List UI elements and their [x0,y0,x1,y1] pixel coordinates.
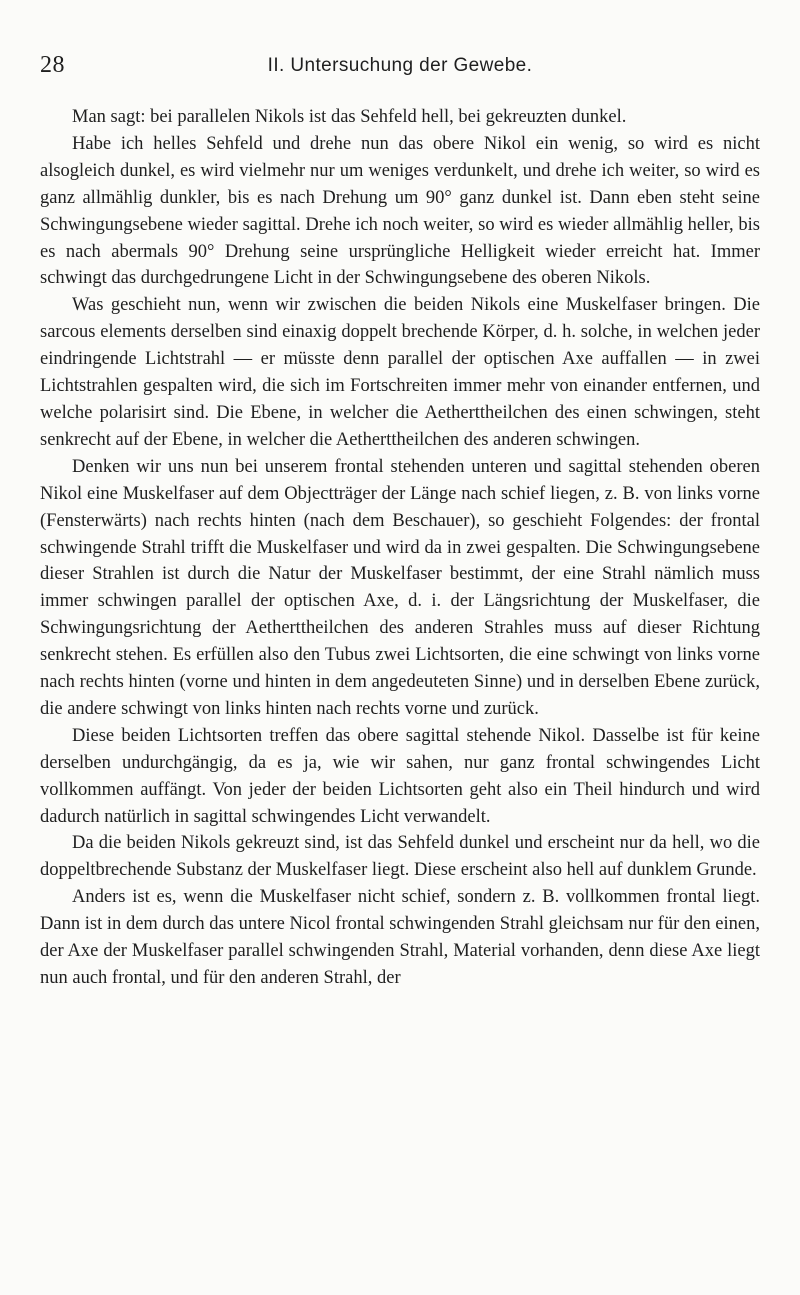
paragraph: Denken wir uns nun bei unserem frontal stehenden unteren und sagittal stehenden oberen Nikol eine Muskelfaser auf dem Objectträger der Länge nach schief liegen, z. B. von links vorne (Fensterwärts) nach rechts hinten (nach dem Beschauer), so geschieht Folgendes: der frontal schwingende Strahl trifft die Muskelfaser und wird da in zwei gespalten. Die Schwingungsebene dieser Strahlen ist durch die Natur der Muskelfaser bestimmt, der eine Strahl nämlich muss immer schwingen parallel der optischen Axe, d. i. der Längsrichtung der Muskelfaser, die Schwingungsrichtung der Aetherttheilchen des anderen Strahles muss auf dieser Richtung senkrecht stehen. Es erfüllen also den Tubus zwei Lichtsorten, die eine schwingt von links vorne nach rechts hinten (vorne und hinten in dem angedeuteten Sinne) und in derselben Ebene zurück, die andere schwingt von links hinten nach rechts vorne und zurück. [40,456,760,719]
paragraph: Man sagt: bei parallelen Nikols ist das Sehfeld hell, bei gekreuzten dunkel. [72,107,627,127]
paragraph: Anders ist es, wenn die Muskelfaser nicht schief, sondern z. B. vollkommen frontal liegt. Dann ist in dem durch das untere Nicol frontal schwingenden Strahl gleichsam nur für den einen, der Axe der Muskelfaser parallel schwingenden Strahl, Material vorhanden, denn diese Axe liegt nun auch frontal, und für den anderen Strahl, der [40,887,760,988]
paragraph: Da die beiden Nikols gekreuzt sind, ist das Sehfeld dunkel und erscheint nur da hell, wo die doppeltbrechende Substanz der Muskelfaser liegt. Diese erscheint also hell auf dunklem Grunde. [40,833,760,881]
running-header [40,52,760,82]
paragraph: Was geschieht nun, wenn wir zwischen die beiden Nikols eine Muskelfaser bringen. Die sarcous elements derselben sind einaxig doppelt brechende Körper, d. h. solche, in welchen jeder eindringende Lichtstrahl — er müsste denn parallel der optischen Axe auffallen — in zwei Lichtstrahlen gespalten wird, die sich im Fortschreiten immer mehr von einander entfernen, und welche polarisirt sind. Die Ebene, in welcher die Aetherttheilchen des einen schwingen, steht senkrecht auf der Ebene, in welcher die Aetherttheilchen des anderen schwingen. [40,295,760,450]
paragraph: Diese beiden Lichtsorten treffen das obere sagittal stehende Nikol. Dasselbe ist für keine derselben undurchgängig, da es ja, wie wir sahen, nur ganz frontal schwingendes Licht vollkommen auffängt. Von jeder der beiden Lichtsorten geht also ein Theil hindurch und wird dadurch natürlich in sagittal schwingendes Licht verwandelt. [40,725,760,827]
body-text [40,104,760,992]
paragraph: Habe ich helles Sehfeld und drehe nun das obere Nikol ein wenig, so wird es nicht alsogleich dunkel, es wird vielmehr nur um weniges verdunkelt, und drehe ich weiter, so wird es ganz allmählig dunkler, bis es nach Drehung um 90° ganz dunkel ist. Dann eben steht seine Schwingungsebene wieder sagittal. Drehe ich noch weiter, so wird es wieder allmählig heller, bis es nach abermals 90° Drehung seine ursprüngliche Helligkeit wieder erreicht hat. Immer schwingt das durchgedrungene Licht in der Schwingungsebene des oberen Nikols. [40,133,760,289]
page-number: 28 [40,52,65,78]
running-title: II. Untersuchung der Gewebe. [267,55,533,76]
